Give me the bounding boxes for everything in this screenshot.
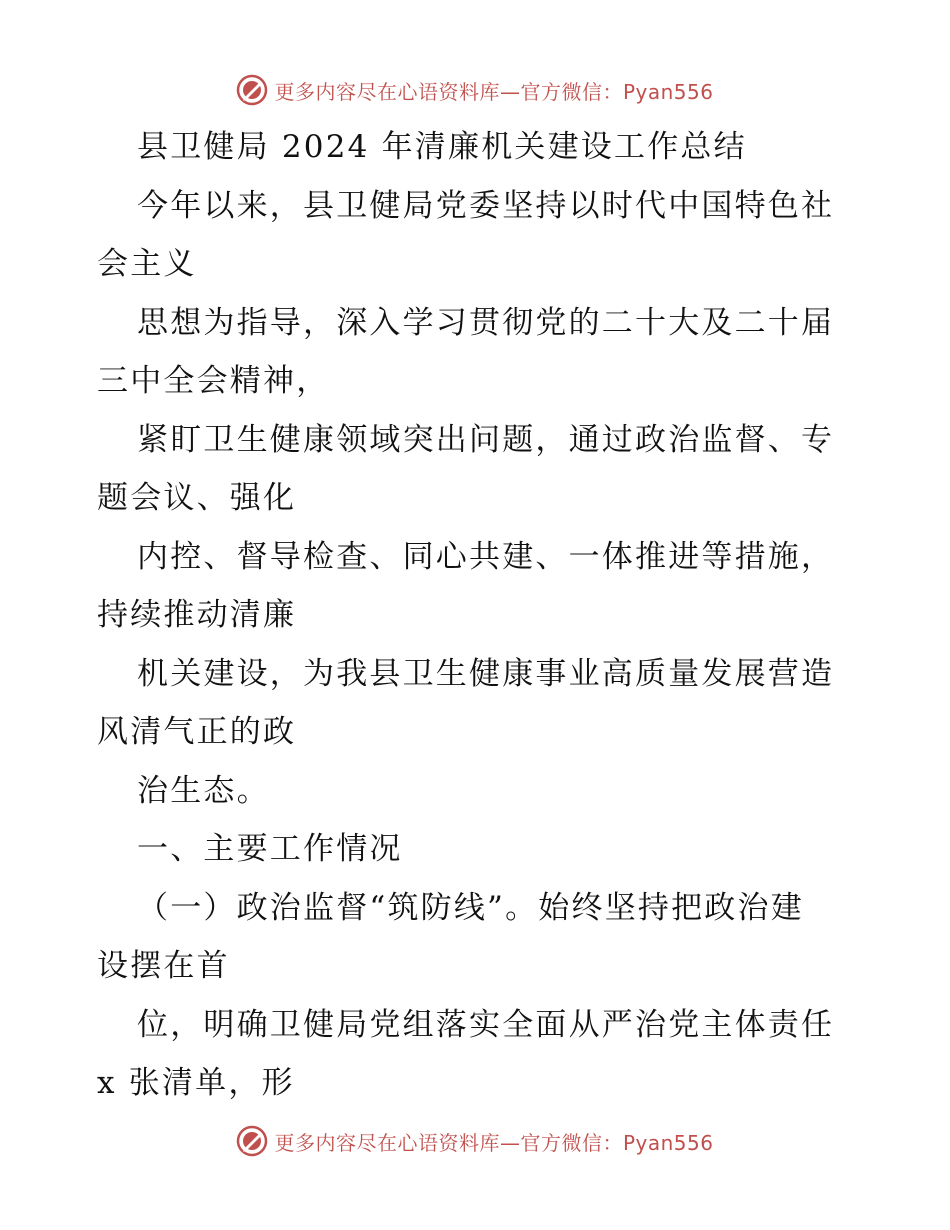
text-line: 持续推动清廉 bbox=[97, 597, 297, 633]
text-line: 设摆在首 bbox=[97, 948, 230, 984]
text-line: 思想为指导，深入学习贯彻党的二十大及二十届 bbox=[137, 304, 835, 341]
text-line: 机关建设，为我县卫生健康事业高质量发展营造 bbox=[137, 655, 835, 692]
watermark-header bbox=[0, 70, 950, 110]
text-line: 县卫健局 2024 年清廉机关建设工作总结 bbox=[137, 129, 747, 165]
text-line: 紧盯卫生健康领域突出问题，通过政治监督、专 bbox=[137, 421, 835, 458]
text-line: 题会议、强化 bbox=[97, 480, 297, 516]
text-line: 风清气正的政 bbox=[97, 714, 297, 750]
watermark-footer bbox=[0, 1121, 950, 1161]
pen-logo-icon bbox=[236, 74, 268, 106]
document-body bbox=[97, 118, 857, 1113]
text-line: 一、主要工作情况 bbox=[137, 831, 403, 867]
text-line: 会主义 bbox=[97, 246, 197, 282]
text-line: 今年以来，县卫健局党委坚持以时代中国特色社 bbox=[137, 187, 835, 224]
text-line: 三中全会精神， bbox=[97, 363, 330, 399]
text-line: 内控、督导检查、同心共建、一体推进等措施， bbox=[137, 538, 835, 575]
text-line: （一）政治监督“筑防线”。始终坚持把政治建 bbox=[137, 889, 804, 926]
watermark-text: 更多内容尽在心语资料库—官方微信：Pyan556 bbox=[274, 1130, 714, 1155]
watermark-text: 更多内容尽在心语资料库—官方微信：Pyan556 bbox=[274, 79, 714, 104]
text-line: 位，明确卫健局党组落实全面从严治党主体责任 bbox=[137, 1006, 835, 1043]
text-line: x 张清单，形 bbox=[97, 1065, 295, 1101]
pen-logo-icon bbox=[236, 1125, 268, 1157]
text-line: 治生态。 bbox=[137, 772, 270, 809]
